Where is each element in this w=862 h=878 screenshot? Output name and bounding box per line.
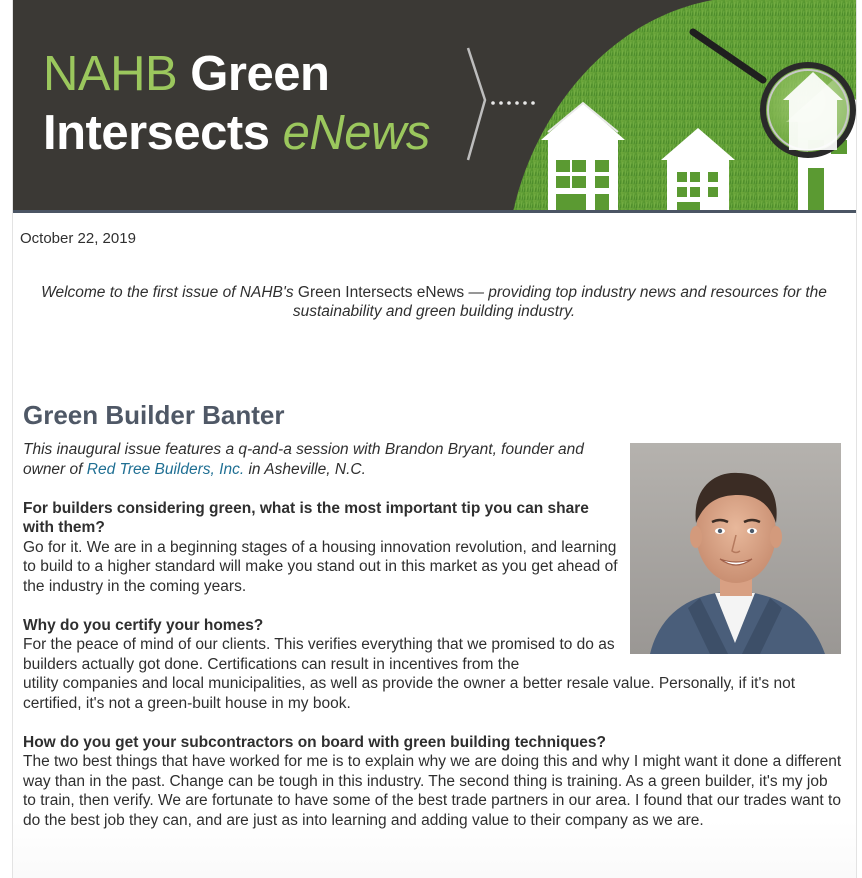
intro-publication-name: Green Intersects eNews <box>297 284 465 301</box>
intro-part-3: — providing top industry news and resources for the sustainability and green building industry. <box>292 284 827 320</box>
issue-date: October 22, 2019 <box>20 230 136 247</box>
qa-question: How do you get your subcontractors on board with green building techniques? <box>23 733 606 751</box>
intro-text <box>20 283 848 321</box>
lede-text-after: in Asheville, N.C. <box>248 460 366 478</box>
logo-green: Green <box>190 47 330 101</box>
header-illustration <box>453 0 856 212</box>
qa-item <box>23 499 623 597</box>
logo-line-2 <box>43 106 430 160</box>
qa-question: Why do you certify your homes? <box>23 616 264 634</box>
lede-text-before: This inaugural issue features a q-and-a session with Brandon Bryant, founder and owner of <box>23 441 584 478</box>
section-title: Green Builder Banter <box>23 400 285 430</box>
qa-answer-part-1: For the peace of mind of our clients. This verifies everything that we promised to do as builders actually got done. Certifications can result in incentives from the <box>23 636 615 673</box>
qa-answer: The two best things that have worked for me is to explain why we are doing this and why I might want it done a different way than in the past. Change can be tough in this industry. The second thing is training. As a green builder, it's my job to train, then verify. We are fortunate to have some of the best trade partners in our area. I found that our trades want to do the best job they can, and are just as into learning and adding value to their company as we are. <box>23 753 842 829</box>
newsletter-logo <box>43 47 430 160</box>
qa-answer-part-2: utility companies and local municipalities, as well as provide the owner a better resale value. Personally, if it's not certified, it's not a green-built house in my book. <box>23 675 796 712</box>
qa-item <box>23 733 843 831</box>
logo-enews: eNews <box>282 106 430 160</box>
qa-answer: Go for it. We are in a beginning stages of a housing innovation revolution, and learning to build to a higher standard will make you stand out in this market as you get ahead of the industry in the coming years. <box>23 538 618 595</box>
logo-line-1 <box>43 47 430 101</box>
header-divider <box>13 210 856 213</box>
qa-question: For builders considering green, what is the most important tip you can share with them? <box>23 499 589 536</box>
article-body <box>23 440 843 850</box>
chevron-right-icon <box>468 48 485 160</box>
qa-item <box>23 616 843 714</box>
dots-decoration <box>491 101 535 105</box>
intro-part-1: Welcome to the first issue of NAHB's <box>41 284 294 301</box>
newsletter-header <box>13 0 856 212</box>
article-lede <box>23 440 623 479</box>
red-tree-builders-link[interactable]: Red Tree Builders, Inc. <box>86 460 245 478</box>
logo-nahb: NAHB <box>43 47 178 101</box>
logo-intersects: Intersects <box>43 106 270 160</box>
